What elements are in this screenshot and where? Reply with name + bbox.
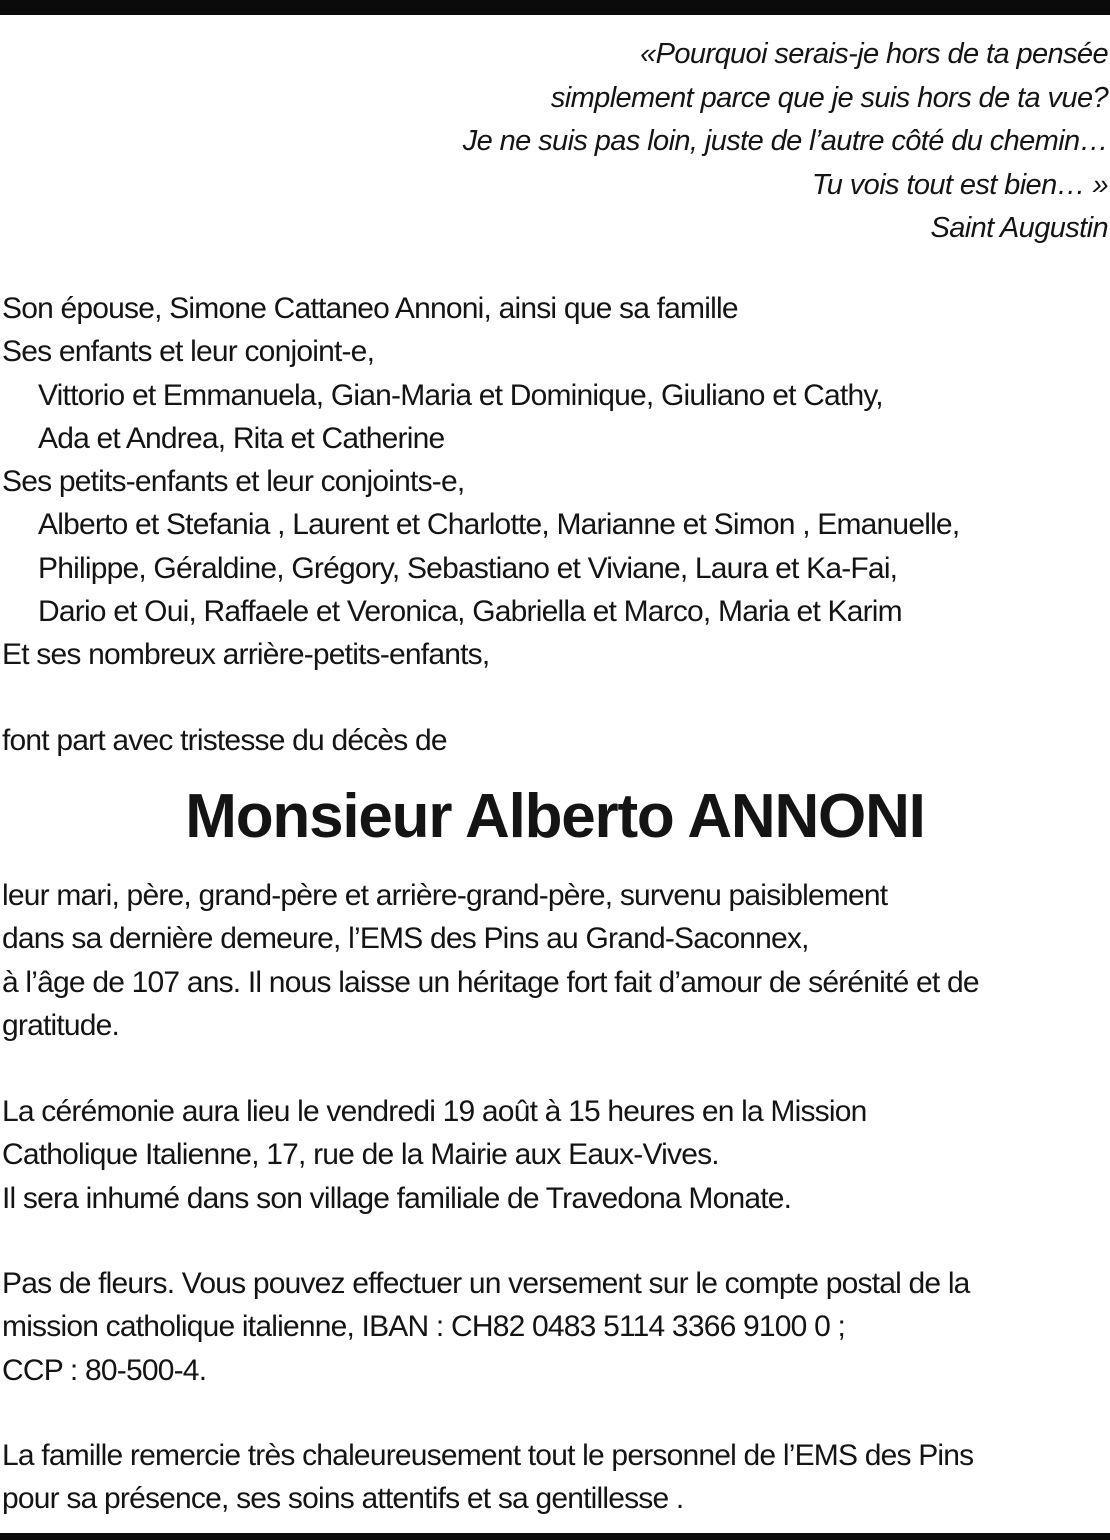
ceremony-line: La cérémonie aura lieu le vendredi 19 août à 15 heures en la Mission [2, 1095, 867, 1128]
ceremony-paragraph [2, 1090, 867, 1220]
children-line: Vittorio et Emmanuela, Gian-Maria et Dominique, Giuliano et Cathy, [38, 378, 883, 412]
thanks-line: pour sa présence, ses soins attentifs et sa gentillesse . [2, 1482, 684, 1516]
description-line: à l’âge de 107 ans. Il nous laisse un héritage fort fait d’amour de sérénité et de [2, 965, 979, 999]
ccp-line: CCP : 80-500-4. [2, 1353, 207, 1387]
description-line: dans sa dernière demeure, l’EMS des Pins au Grand-Saconnex, [2, 922, 809, 956]
donation-line: Pas de fleurs. Vous pouvez effectuer un versement sur le compte postal de la [2, 1267, 970, 1300]
epigraph-quote [463, 33, 1108, 251]
children-line: Ada et Andrea, Rita et Catherine [38, 421, 445, 455]
thanks-paragraph [2, 1434, 973, 1521]
description-line: gratitude. [2, 1008, 120, 1042]
grandchildren-line: Philippe, Géraldine, Grégory, Sebastiano et Viviane, Laura et Ka-Fai, [38, 551, 898, 585]
donation-paragraph [2, 1262, 970, 1392]
grandchildren-heading: Ses petits-enfants et leur conjoints-e, [2, 465, 465, 499]
quote-attribution: Saint Augustin [930, 212, 1108, 244]
bottom-rule [0, 1533, 1110, 1540]
family-list [2, 287, 959, 677]
burial-line: Il sera inhumé dans son village familiale de Travedona Monate. [2, 1181, 792, 1215]
description-line: leur mari, père, grand-père et arrière-grand-père, survenu paisiblement [2, 879, 888, 912]
great-grandchildren-line: Et ses nombreux arrière-petits-enfants, [2, 638, 490, 672]
spouse-line: Son épouse, Simone Cattaneo Annoni, ainsi que sa famille [2, 292, 738, 325]
grandchildren-line: Alberto et Stefania , Laurent et Charlotte, Marianne et Simon , Emanuelle, [38, 508, 960, 542]
top-rule [0, 0, 1110, 15]
grandchildren-line: Dario et Oui, Raffaele et Veronica, Gabriella et Marco, Maria et Karim [38, 595, 902, 629]
children-heading: Ses enfants et leur conjoint-e, [2, 335, 375, 369]
iban-line: mission catholique italienne, IBAN : CH82 0483 5114 3366 9100 0 ; [2, 1310, 846, 1344]
deceased-name: Monsieur Alberto ANNONI [185, 782, 925, 851]
description-paragraph [2, 874, 979, 1047]
quote-line: simplement parce que je suis hors de ta vue? [550, 81, 1108, 114]
announcement-line: font part avec tristesse du décès de [2, 724, 447, 757]
quote-line: Je ne suis pas loin, juste de l’autre côté du chemin… [462, 125, 1108, 157]
thanks-line: La famille remercie très chaleureusement tout le personnel de l’EMS des Pins [2, 1439, 974, 1472]
quote-line: Tu vois tout est bien… » [811, 168, 1108, 201]
ceremony-line: Catholique Italienne, 17, rue de la Mairie aux Eaux-Vives. [2, 1138, 719, 1172]
quote-line: «Pourquoi serais-je hors de ta pensée [640, 38, 1108, 70]
